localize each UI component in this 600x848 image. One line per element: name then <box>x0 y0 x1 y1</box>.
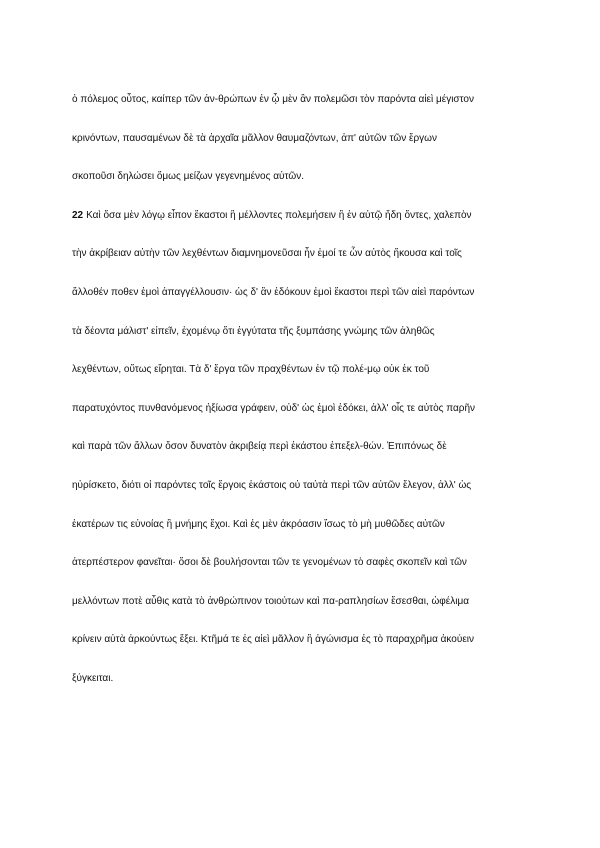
text-line-11: ηὑρίσκετο, διότι οἱ παρόντες τοῖς ἔργοις ἑκάστοις οὐ ταὐτὰ περὶ τῶν αὐτῶν ἔλεγον, ἀλλ' ὡς <box>72 479 472 491</box>
text-line-13: ἀτερπέστερον φανεῖται· ὅσοι δὲ βουλήσονται τῶν τε γενομένων τὸ σαφὲς σκοπεῖν καὶ τῶν <box>72 557 467 569</box>
text-line-16: ξύγκειται. <box>72 672 114 684</box>
text-line-4 <box>72 210 542 222</box>
text-line-4-content: Καὶ ὅσα μὲν λόγῳ εἶπον ἕκαστοι ἢ μέλλοντες πολεμήσειν ἢ ἐν αὐτῷ ἤδη ὄντες, χαλεπὸν <box>86 209 472 221</box>
text-line-9: παρατυχόντος πυνθανόμενος ἠξίωσα γράφειν, οὐδ' ὡς ἐμοὶ ἐδόκει, ἀλλ' οἷς τε αὐτὸς παρῆν <box>72 402 476 414</box>
text-line-1: ὁ πόλεμος οὗτος, καίπερ τῶν ἀν-θρώπων ἐν ᾧ μὲν ἂν πολεμῶσι τὸν παρόντα αἰεὶ μέγιστον <box>72 94 474 105</box>
text-line-5: τὴν ἀκρίβειαν αὐτὴν τῶν λεχθέντων διαμνημονεῦσαι ἦν ἐμοί τε ὧν αὐτὸς ἤκουσα καὶ τοῖς <box>72 248 462 260</box>
text-line-3: σκοποῦσι δηλώσει ὅμως μείζων γεγενημένος αὐτῶν. <box>72 171 304 183</box>
chapter-number: 22 <box>72 209 84 221</box>
text-line-10: καὶ παρὰ τῶν ἄλλων ὅσον δυνατὸν ἀκριβείᾳ περὶ ἑκάστου ἐπεξελ-θών. Ἐπιπόνως δὲ <box>72 441 447 453</box>
text-line-8: λεχθέντων, οὕτως εἴρηται. Τὰ δ' ἔργα τῶν πραχθέντων ἐν τῷ πολέ-μῳ οὐκ ἐκ τοῦ <box>72 364 430 376</box>
text-line-6: ἄλλοθέν ποθεν ἐμοὶ ἀπαγγέλλουσιν· ὡς δ' ἂν ἐδόκουν ἐμοὶ ἕκαστοι περὶ τῶν αἰεὶ παρόντων <box>72 286 475 298</box>
text-line-7: τὰ δέοντα μάλιστ' εἰπεῖν, ἐχομένῳ ὅτι ἐγγύτατα τῆς ξυμπάσης γνώμης τῶν ἀληθῶς <box>72 325 435 337</box>
text-line-2: κρινόντων, παυσαμένων δὲ τὰ ἀρχαῖα μᾶλλον θαυμαζόντων, ἀπ' αὐτῶν τῶν ἔργων <box>72 132 437 144</box>
text-line-12: ἑκατέρων τις εὐνοίας ἢ μνήμης ἔχοι. Καὶ ἐς μὲν ἀκρόασιν ἴσως τὸ μὴ μυθῶδες αὐτῶν <box>72 518 445 530</box>
text-line-15: κρίνειν αὐτὰ ἀρκούντως ἕξει. Κτῆμά τε ἐς αἰεὶ μᾶλλον ἢ ἀγώνισμα ἐς τὸ παραχρῆμα ἀκούειν <box>72 634 475 646</box>
greek-text-body <box>72 94 542 712</box>
text-line-14: μελλόντων ποτὲ αὖθις κατὰ τὸ ἀνθρώπινον τοιούτων καὶ πα-ραπλησίων ἔσεσθαι, ὠφέλιμα <box>72 595 469 607</box>
